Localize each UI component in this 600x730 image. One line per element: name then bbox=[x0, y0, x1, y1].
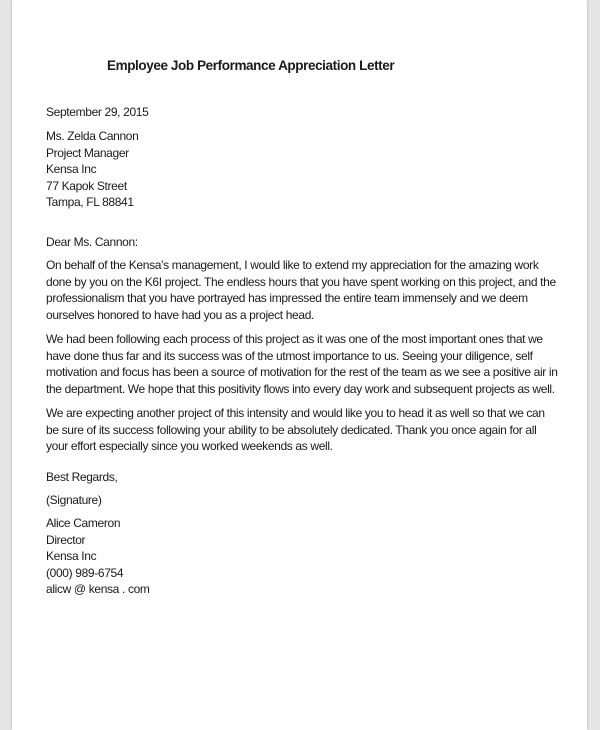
closing: Best Regards, bbox=[46, 470, 118, 484]
letter-date: September 29, 2015 bbox=[46, 105, 149, 119]
sender-phone: (000) 989-6754 bbox=[46, 565, 124, 580]
recipient-address-block bbox=[46, 128, 138, 211]
recipient-name: Ms. Zelda Cannon bbox=[46, 129, 139, 143]
document-page bbox=[12, 0, 587, 730]
letter-body bbox=[46, 257, 558, 463]
recipient-company: Kensa Inc bbox=[46, 162, 97, 176]
sender-email: alicw @ kensa . com bbox=[46, 582, 150, 596]
sender-block bbox=[46, 515, 150, 598]
body-paragraph: On behalf of the Kensa’s management, I would like to extend my appreciation for the amazing work done by you on the K6I project. The endless hours that you have spent working on this project, and the professionalism that you have portrayed has impressed the entire team immensely and we deem ourselves honored to have had you as a project head. bbox=[46, 258, 556, 322]
recipient-city: Tampa, FL 88841 bbox=[46, 195, 134, 209]
body-paragraph: We are expecting another project of this intensity and would like you to head it as well so that we can be sure of its success following your ability to be absolutely dedicated. Thank you once again for all your effort especially since you worked weekends as well. bbox=[46, 406, 545, 453]
salutation: Dear Ms. Cannon: bbox=[46, 235, 138, 249]
letter-title: Employee Job Performance Appreciation Letter bbox=[107, 58, 395, 73]
sender-name: Alice Cameron bbox=[46, 516, 121, 530]
signature-placeholder: (Signature) bbox=[46, 493, 102, 507]
recipient-position: Project Manager bbox=[46, 145, 129, 160]
sender-company: Kensa Inc bbox=[46, 549, 97, 563]
sender-position: Director bbox=[46, 532, 86, 547]
body-paragraph: We had been following each process of this project as it was one of the most important ones that we have done thus far and its success was of the utmost importance to us. Seeing your diligence, self motivation and focus has been a source of motivation for the rest of the team as we see a positive air in the department. We hope that this positivity flows into every day work and subsequent projects as well. bbox=[46, 332, 558, 396]
recipient-street: 77 Kapok Street bbox=[46, 178, 127, 193]
